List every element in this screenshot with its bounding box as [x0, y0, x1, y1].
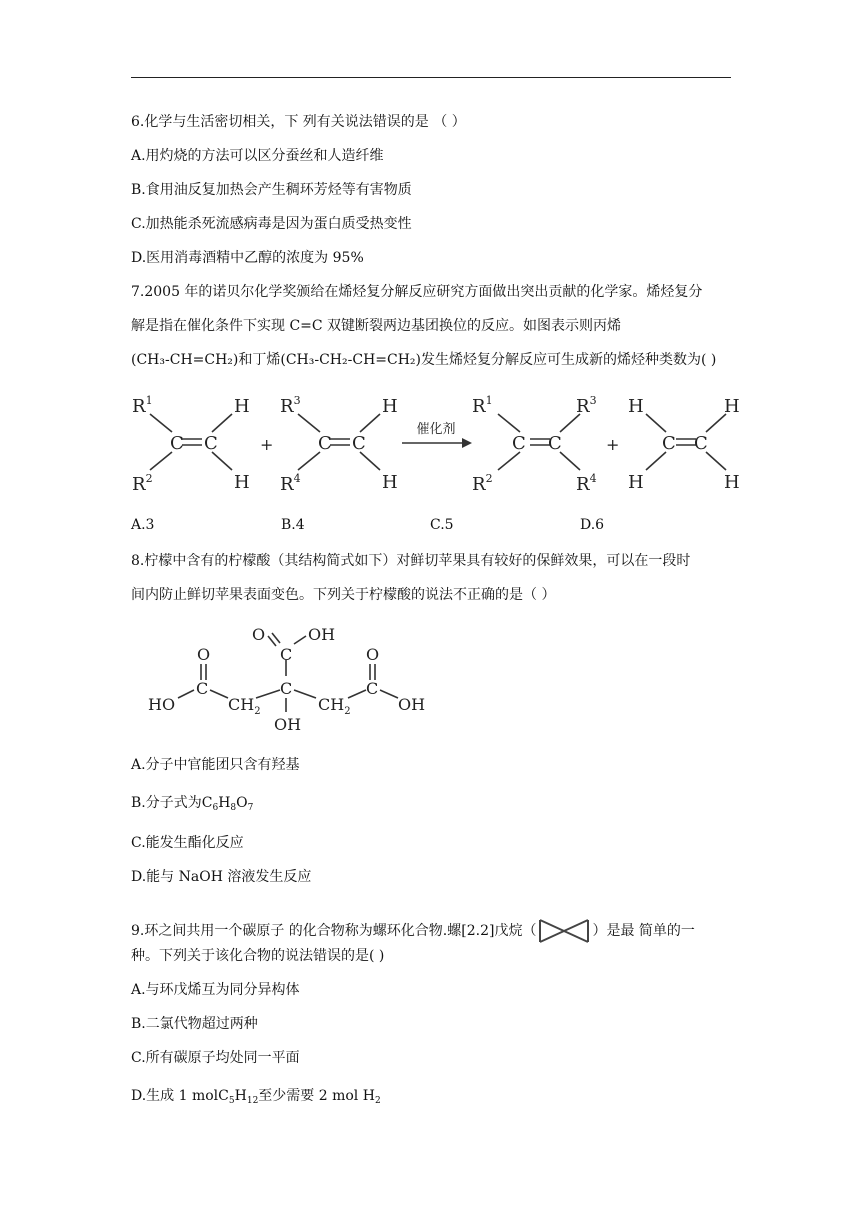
q6-option-a: A.用灼烧的方法可以区分蚕丝和人造纤维: [131, 148, 384, 164]
svg-text:C: C: [352, 433, 366, 454]
svg-text:CH2: $CH_2$: [228, 695, 261, 717]
spiropentane-structure-icon: [536, 917, 592, 945]
svg-text:H: H: [628, 472, 644, 493]
q6-option-d: D.医用消毒酒精中乙醇的浓度为 95%: [131, 250, 364, 266]
header-rule: [131, 77, 731, 78]
olefin-metathesis-diagram: [120, 386, 750, 502]
q7-stem-line1: 7.2005 年的诺贝尔化学奖颁给在烯烃复分解反应研究方面做出突出贡献的化学家。烯烃复分: [131, 284, 703, 300]
svg-text:R1: $R^1$: [472, 394, 493, 417]
svg-text:H: H: [234, 396, 250, 417]
q7-option-d: D.6: [580, 517, 605, 533]
svg-text:C: C: [366, 679, 379, 698]
q7-option-a: A.3: [131, 517, 155, 533]
svg-text:O: O: [252, 625, 266, 644]
svg-text:C: C: [280, 645, 293, 664]
svg-text:R4: $R^4$: [576, 472, 597, 495]
svg-text:HO: HO: [148, 695, 176, 714]
svg-text:H: H: [382, 472, 398, 493]
svg-text:C: C: [280, 679, 293, 698]
catalyst-label: 催化剂: [416, 422, 456, 437]
svg-text:OH: OH: [308, 625, 336, 644]
svg-text:O: O: [366, 645, 380, 664]
q8-option-c: C.能发生酯化反应: [131, 835, 244, 851]
svg-text:R1: $R^1$: [132, 394, 153, 417]
q8-option-a: A.分子中官能团只含有羟基: [131, 757, 300, 773]
q8-option-b: B.分子式为$C_6H_8O_7$: [131, 795, 254, 813]
svg-text:H: H: [234, 472, 250, 493]
svg-text:H: H: [628, 396, 644, 417]
q9-option-d: D.生成 1 $molC_5H_{12}$至少需要 2 mol $H_2$: [131, 1088, 381, 1106]
q9-option-a: A.与环戊烯互为同分异构体: [131, 982, 300, 998]
q9-option-b: B.二氯代物超过两种: [131, 1016, 258, 1032]
svg-text:C: C: [170, 433, 184, 454]
svg-text:R3: $R^3$: [576, 394, 597, 417]
svg-text:C: C: [318, 433, 332, 454]
q9-stem-line1: 9.环之间共用一个碳原子 的化合物称为螺环化合物.螺[2.2]戊烷（ ）是最 简单的一: [131, 917, 695, 945]
svg-text:+: +: [260, 435, 274, 454]
svg-text:R2: $R^2$: [472, 472, 493, 495]
q9-option-c: C.所有碳原子均处同一平面: [131, 1050, 300, 1066]
svg-text:C: C: [548, 433, 562, 454]
q7-options: [131, 517, 731, 537]
q6-option-c: C.加热能杀死流感病毒是因为蛋白质受热变性: [131, 216, 412, 232]
q7-stem-line3: (CH₃-CH=CH₂)和丁烯(CH₃-CH₂-CH=CH₂)发生烯烃复分解反应可生成新的烯烃种类数为( ): [131, 352, 717, 368]
svg-text:C: C: [196, 679, 209, 698]
svg-text:C: C: [204, 433, 218, 454]
svg-text:O: O: [197, 645, 211, 664]
svg-text:C: C: [694, 433, 708, 454]
citric-acid-structure: [140, 618, 440, 742]
q7-stem-line2: 解是指在催化条件下实现 C=C 双键断裂两边基团换位的反应。如图表示则丙烯: [131, 318, 622, 334]
q7-option-c: C.5: [430, 517, 454, 533]
svg-text:H: H: [724, 472, 740, 493]
q8-option-d: D.能与 NaOH 溶液发生反应: [131, 869, 312, 885]
svg-text:C: C: [512, 433, 526, 454]
q6-stem: 6.化学与生活密切相关，下 列有关说法错误的是 （ ）: [131, 114, 466, 130]
q7-option-b: B.4: [281, 517, 305, 533]
svg-text:OH: OH: [274, 715, 302, 734]
svg-text:C: C: [662, 433, 676, 454]
q8-stem-line2: 间内防止鲜切苹果表面变色。下列关于柠檬酸的说法不正确的是（ ）: [131, 587, 556, 603]
svg-text:H: H: [724, 396, 740, 417]
svg-text:R2: $R^2$: [132, 472, 153, 495]
svg-text:H: H: [382, 396, 398, 417]
svg-text:R3: $R^3$: [280, 394, 301, 417]
q6-option-b: B.食用油反复加热会产生稠环芳烃等有害物质: [131, 182, 412, 198]
q8-stem-line1: 8.柠檬中含有的柠檬酸（其结构简式如下）对鲜切苹果具有较好的保鲜效果，可以在一段时: [131, 553, 691, 569]
svg-text:R4: $R^4$: [280, 472, 301, 495]
q9-stem-line2: 种。下列关于该化合物的说法错误的是( ): [131, 948, 385, 964]
svg-text:OH: OH: [398, 695, 426, 714]
svg-text:CH2: $CH_2$: [318, 695, 351, 717]
svg-text:+: +: [606, 435, 620, 454]
